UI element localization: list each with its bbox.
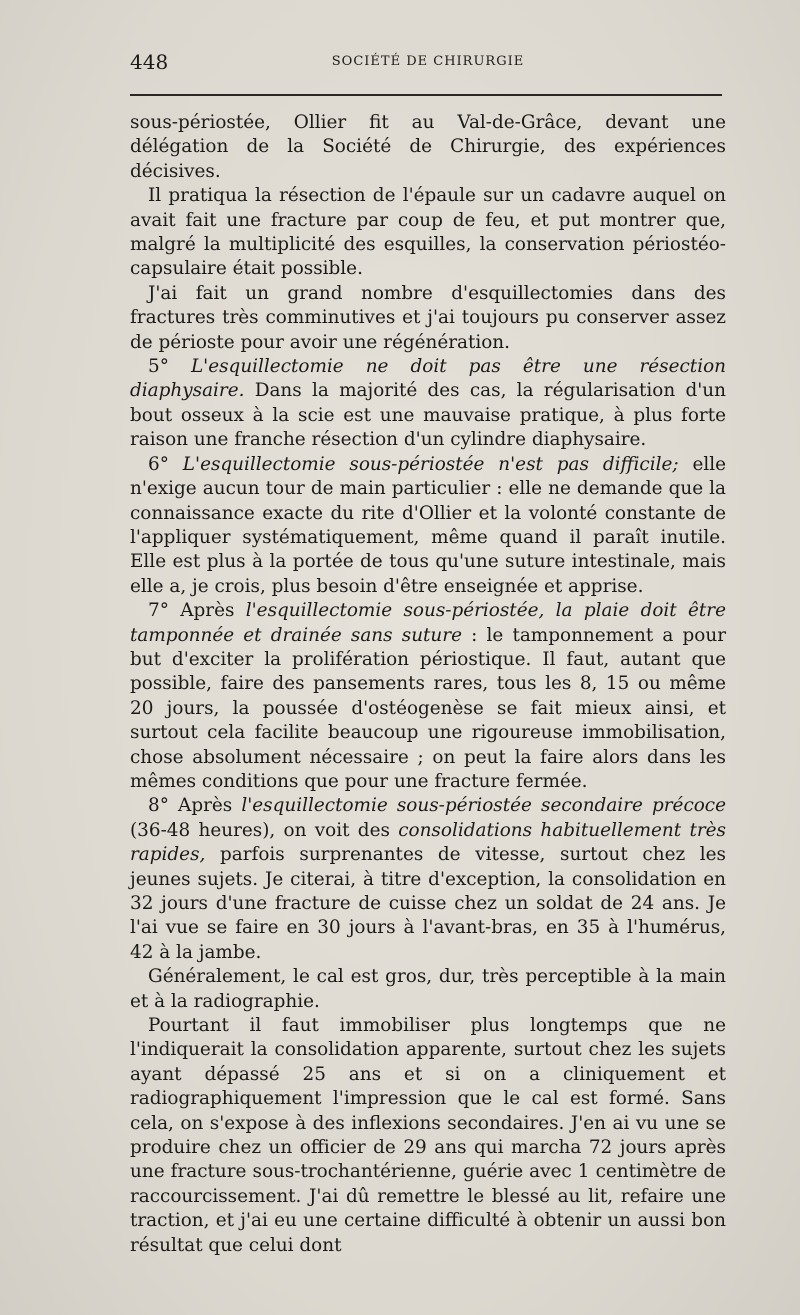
body-text (130, 111, 726, 1258)
paragraph (130, 794, 726, 965)
running-head: SOCIÉTÉ DE CHIRURGIE (331, 54, 525, 69)
paragraph (130, 1014, 726, 1258)
text-run: 5° (148, 356, 191, 378)
paragraph (130, 965, 726, 1014)
text-run: 6° (148, 453, 183, 475)
text-run: sous-périostée, Ollier fit au Val-de-Grâce, devant une délégation de la Société de Chirurgie, des expériences décisives. (130, 112, 726, 182)
italic-text: l'esquillectomie sous-périostée, la plaie doit être tamponnée et drainée sans suture (130, 600, 726, 646)
text-run: Il pratiqua la résection de l'épaule sur un cadavre auquel on avait fait une fracture par coup de feu, et put montrer que, malgré la multiplicité des esquilles, la conservation périostéo-capsulaire était possible. (130, 185, 726, 280)
paragraph (130, 599, 726, 794)
italic-text: L'esquillectomie sous-périostée n'est pas difficile; (182, 453, 679, 475)
text-run: : le tamponnement a pour but d'exciter la prolifération périostique. Il faut, autant que possible, faire des pansements rares, tous les 8, 15 ou même 20 jours, la poussée d'ostéogenèse se fait mieux ainsi, et surtout cela facilite beaucoup une rigoureuse immobilisation, chose absolument nécessaire ; on peut la faire alors dans les mêmes conditions que pour une fracture fermée. (130, 624, 727, 792)
italic-text: consolidations habituellement très rapides, (130, 819, 726, 866)
paragraph (130, 184, 726, 282)
paragraph (130, 111, 726, 184)
paragraph (130, 355, 726, 453)
text-run: Pourtant il faut immobiliser plus longtemps que ne l'indiquerait la consolidation apparente, surtout chez les sujets ayant dépassé 25 ans et si on a cliniquement et radiographiquement l'impression que le cal est formé. Sans cela, on s'expose à des inflexions secondaires. J'en ai vu une se produire chez un officier de 29 ans qui marcha 72 jours après une fracture sous-trochantérienne, guérie avec 1 centimètre de raccourcissement. J'ai dû remettre le blessé au lit, refaire une traction, et j'ai eu une certaine difficulté à obtenir un aussi bon résultat que celui dont (130, 1015, 726, 1256)
italic-text: L'esquillectomie ne doit pas être une résection diaphysaire. (130, 356, 726, 402)
paragraph (130, 282, 726, 355)
italic-text: l'esquillectomie sous-périostée secondaire précoce (241, 795, 726, 817)
text-run: (36-48 heures), on voit des (130, 819, 399, 841)
page-number: 448 (130, 50, 169, 74)
text-run: J'ai fait un grand nombre d'esquillectomies dans des fractures très comminutives et j'ai toujours pu conserver assez de périoste pour avoir une régénération. (130, 282, 726, 353)
text-run: Généralement, le cal est gros, dur, très perceptible à la main et à la radiographie. (130, 966, 726, 1012)
text-run: elle n'exige aucun tour de main particulier : elle ne demande que la connaissance exacte du rite d'Ollier et la volonté constante de l'appliquer systématiquement, même quand il paraît inutile. Elle est plus à la portée de tous qu'une suture intestinale, mais elle a, je crois, plus besoin d'être enseignée et apprise. (130, 453, 726, 597)
header-rule (130, 94, 722, 96)
text-run: 8° Après (148, 795, 242, 817)
paragraph (130, 453, 726, 599)
text-run: parfois surprenantes de vitesse, surtout chez les jeunes sujets. Je citerai, à titre d'exception, la consolidation en 32 jours d'une fracture de cuisse chez un soldat de 24 ans. Je l'ai vue se faire en 30 jours à l'avant-bras, en 35 à l'humérus, 42 à la jambe. (130, 844, 726, 963)
text-run: Dans la majorité des cas, la régularisation d'un bout osseux à la scie est une mauvaise pratique, à plus forte raison une franche résection d'un cylindre diaphysaire. (130, 380, 726, 451)
page-header (130, 50, 726, 74)
text-run: 7° Après (148, 600, 246, 622)
